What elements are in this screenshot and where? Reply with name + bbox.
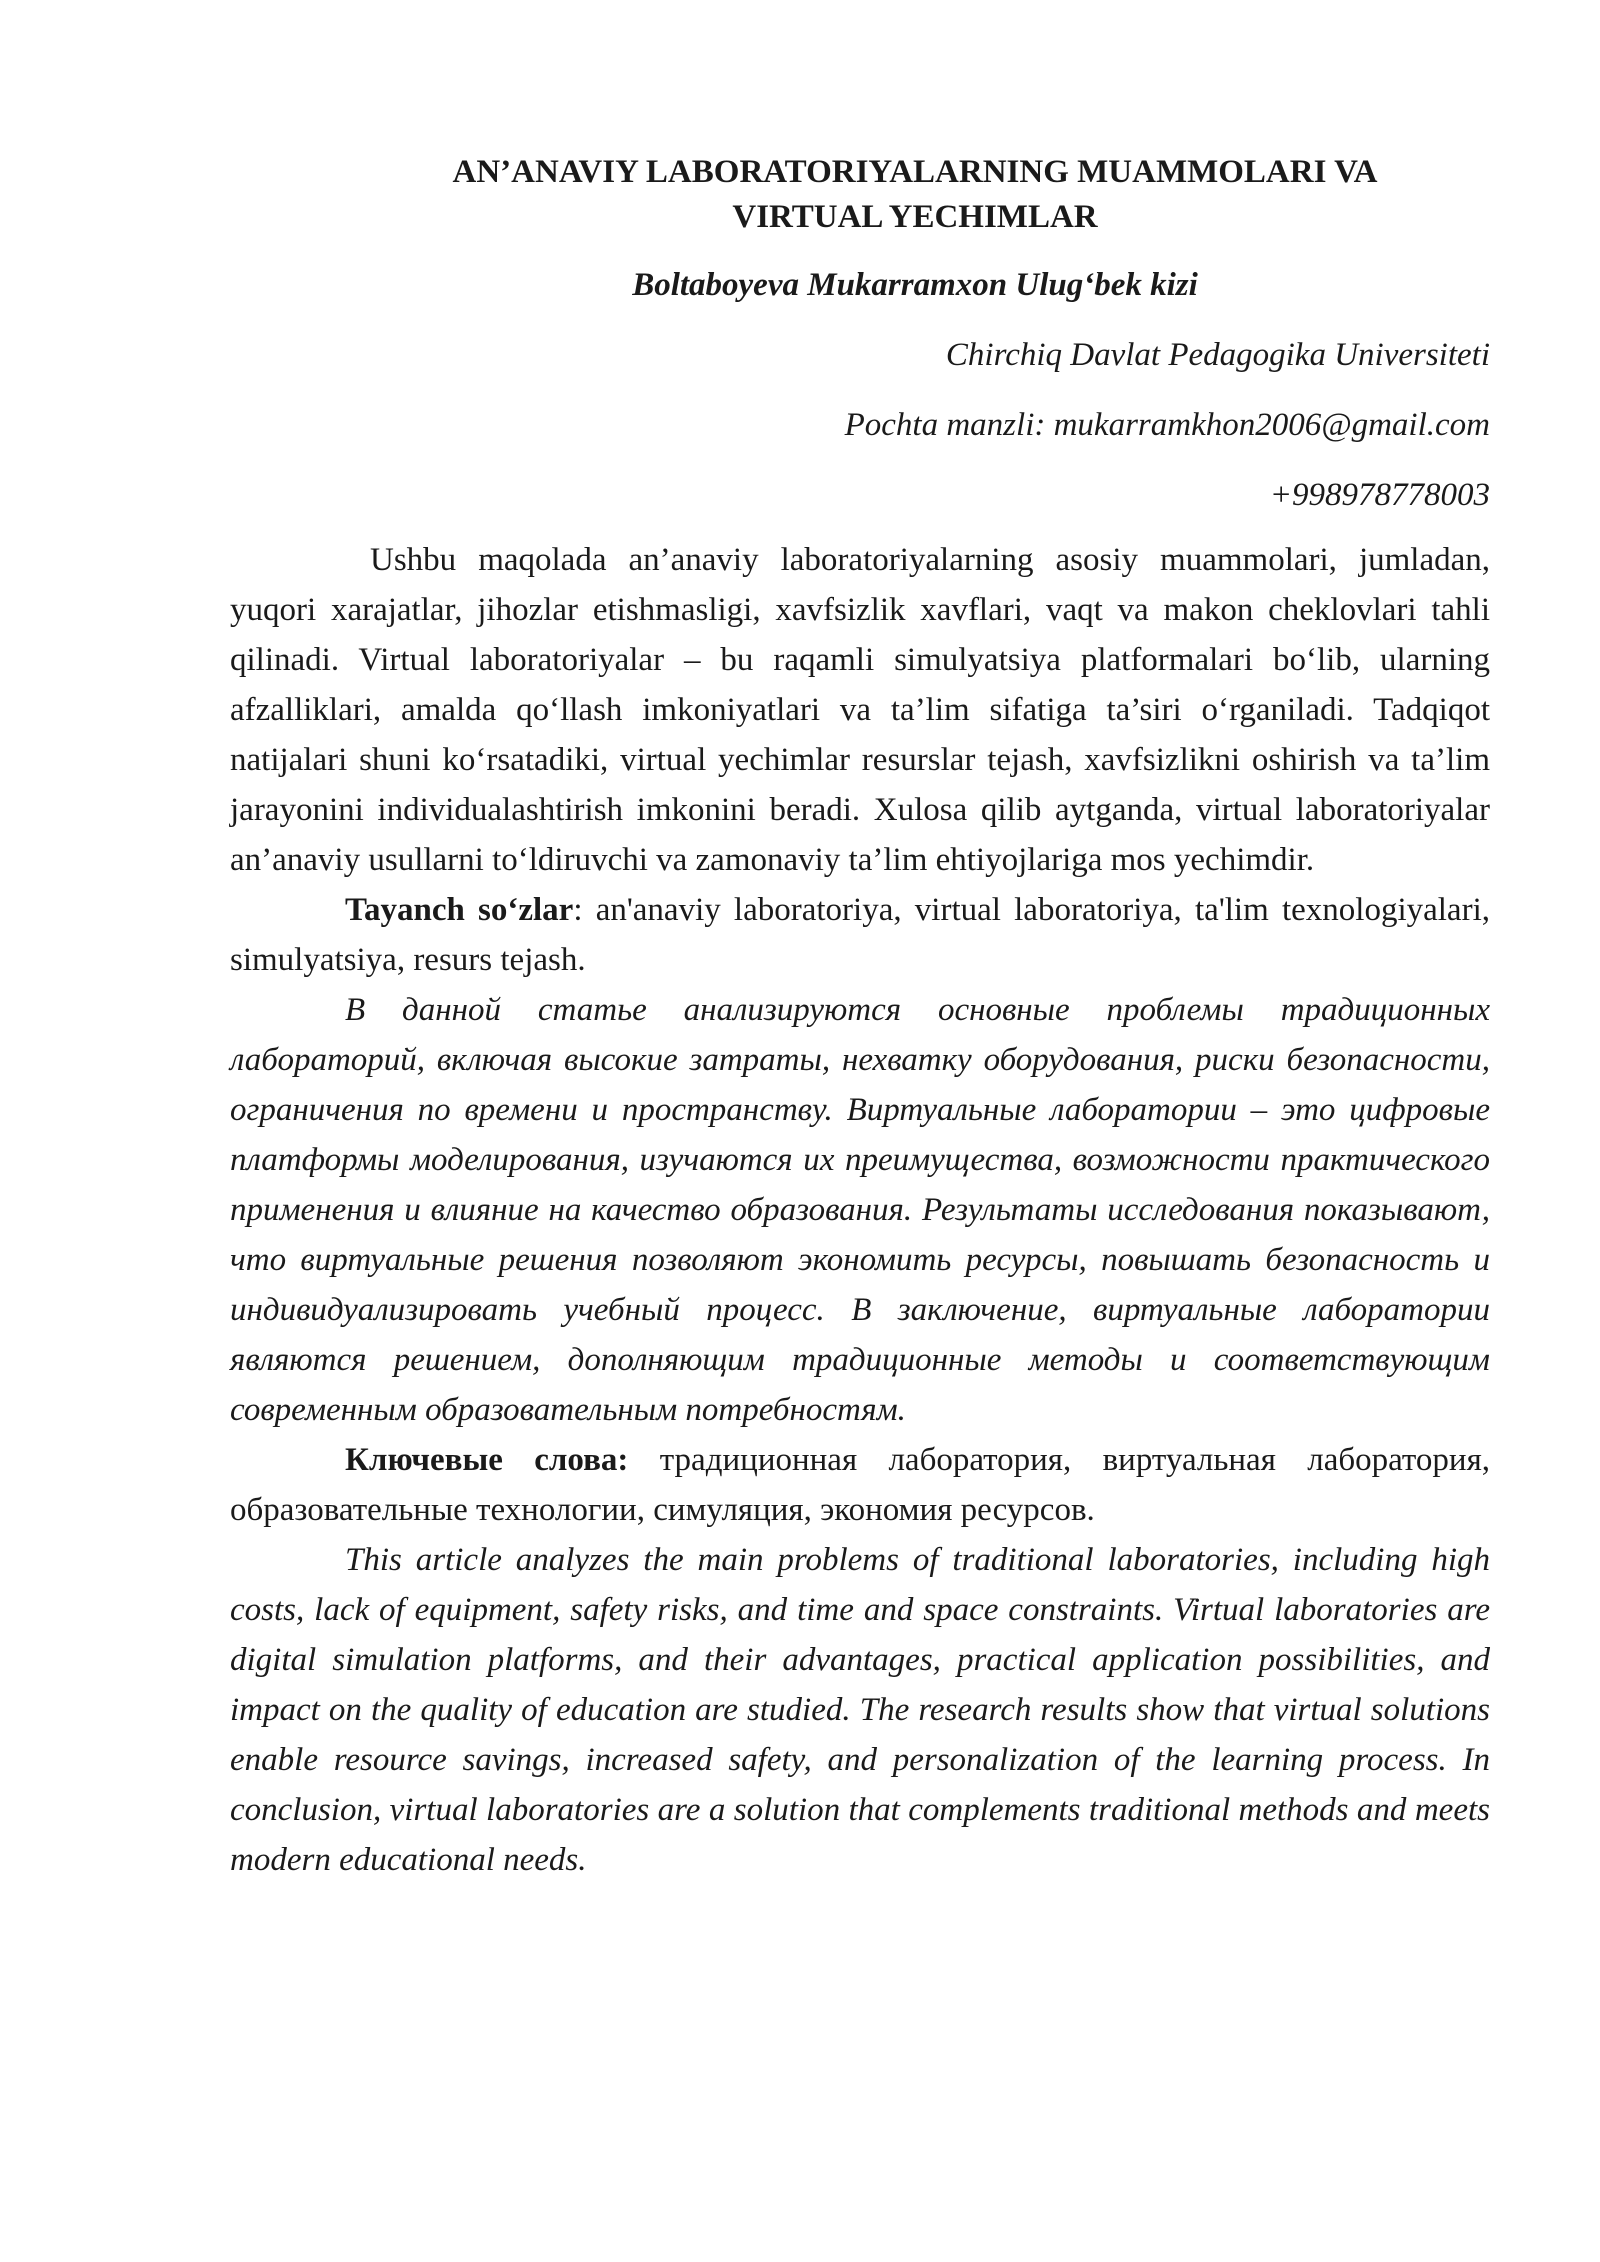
paper-title-line-1: AN’ANAVIY LABORATORIYALARNING MUAMMOLARI VA (452, 154, 1378, 190)
paper-title-line-2: VIRTUAL YECHIMLAR (732, 199, 1098, 235)
email-line: Pochta manzli: mukarramkhon2006@gmail.com (844, 407, 1490, 443)
paper-page (230, 150, 1490, 1885)
keywords-uzbek-text: : an'anaviy laboratoriya, virtual laboratoriya, ta'lim texnologiyalari, simulyatsiya, resurs tejash. (230, 892, 1490, 978)
keywords-russian-text: традиционная лаборатория, виртуальная лаборатория, образовательные технологии, симуляция, экономия ресурсов. (230, 1442, 1490, 1528)
keywords-russian-label: Ключевые слова: (345, 1442, 629, 1478)
affiliation: Chirchiq Davlat Pedagogika Universiteti (945, 337, 1490, 373)
phone-number: +998978778003 (1269, 477, 1490, 513)
paper-title (340, 150, 1490, 240)
abstract-russian: В данной статье анализируются основные проблемы традиционных лабораторий, включая высокие затраты, нехватку оборудования, риски безопасности, ограничения по времени и пространству. Виртуальные лаборатории – это цифровые платформы моделирования, изучаются их преимущества, возможности практического применения и влияние на качество образования. Результаты исследования показывают, что виртуальные решения позволяют экономить ресурсы, повышать безопасность и индивидуализировать учебный процесс. В заключение, виртуальные лаборатории являются решением, дополняющим традиционные методы и соответствующим современным образовательным потребностям. (230, 992, 1490, 1428)
keywords-russian (230, 1435, 1490, 1535)
author-name: Boltaboyeva Mukarramxon Ulug‘bek kizi (632, 267, 1198, 303)
keywords-uzbek-label: Tayanch so‘zlar (345, 892, 574, 928)
abstract-english: This article analyzes the main problems of traditional laboratories, including high costs, lack of equipment, safety risks, and time and space constraints. Virtual laboratories are digital simulation platforms, and their advantages, practical application possibilities, and impact on the quality of education are studied. The research results show that virtual solutions enable resource savings, increased safety, and personalization of the learning process. In conclusion, virtual laboratories are a solution that complements traditional methods and meets modern educational needs. (230, 1542, 1490, 1878)
keywords-uzbek (230, 885, 1490, 985)
abstract-uzbek: Ushbu maqolada an’anaviy laboratoriyalarning asosiy muammolari, jumladan, yuqori xarajatlar, jihozlar etishmasligi, xavfsizlik xavflari, vaqt va makon cheklovlari tahli qilinadi. Virtual laboratoriyalar – bu raqamli simulyatsiya platformalari bo‘lib, ularning afzalliklari, amalda qo‘llash imkoniyatlari va ta’lim sifatiga ta’siri o‘rganiladi. Tadqiqot natijalari shuni ko‘rsatadiki, virtual yechimlar resurslar tejash, xavfsizlikni oshirish va ta’lim jarayonini individualashtirish imkonini beradi. Xulosa qilib aytganda, virtual laboratoriyalar an’anaviy usullarni to‘ldiruvchi va zamonaviy ta’lim ehtiyojlariga mos yechimdir. (230, 542, 1490, 878)
